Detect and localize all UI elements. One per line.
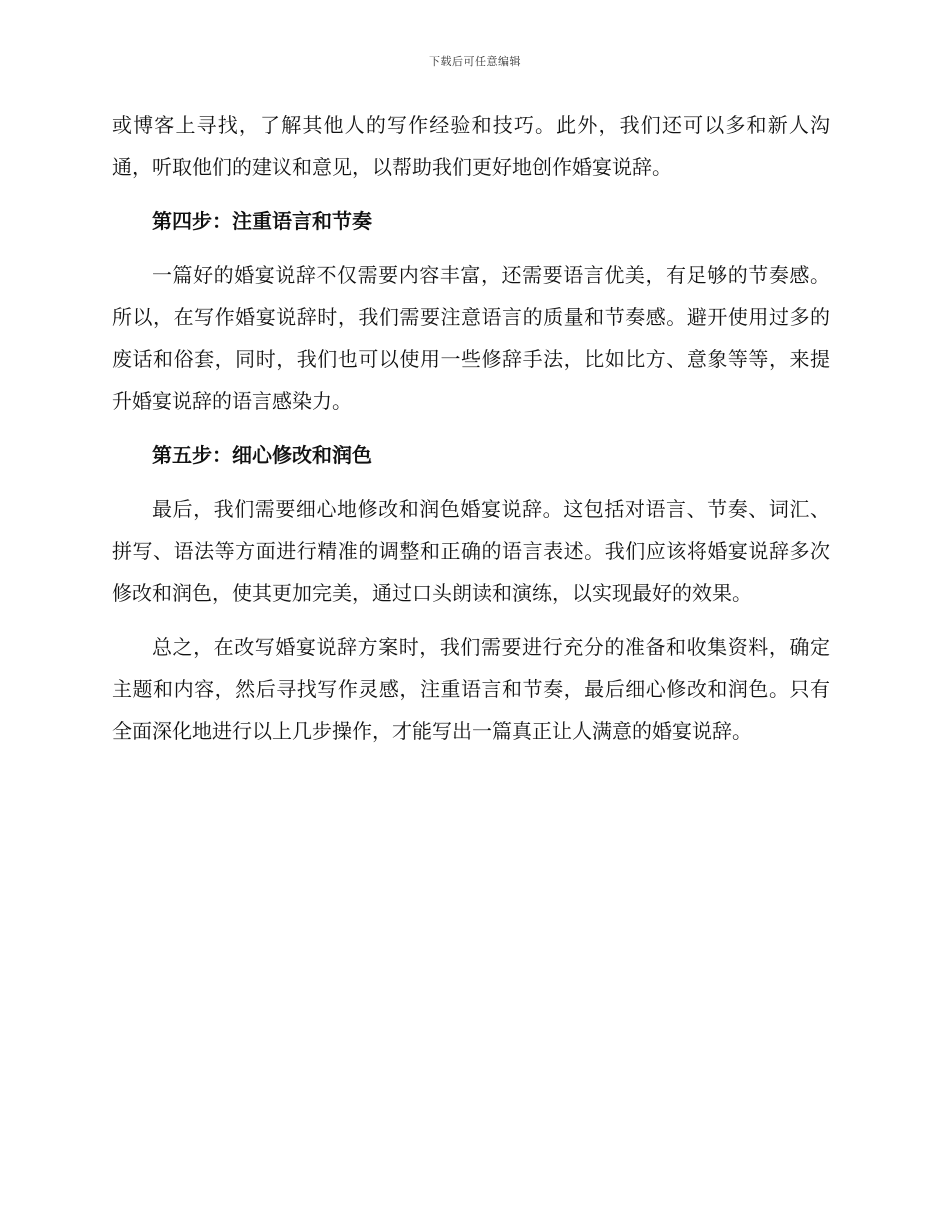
paragraph-continued: 或博客上寻找，了解其他人的写作经验和技巧。此外，我们还可以多和新人沟通，听取他们的建议和意见，以帮助我们更好地创作婚宴说辞。 bbox=[112, 113, 830, 179]
document-body bbox=[112, 104, 830, 764]
paragraph-conclusion: 总之，在改写婚宴说辞方案时，我们需要进行充分的准备和收集资料，确定主题和内容，然后寻找写作灵感，注重语言和节奏，最后细心修改和润色。只有全面深化地进行以上几步操作，才能写出一篇真正让人满意的婚宴说辞。 bbox=[112, 635, 830, 743]
section-heading-step-four: 第四步：注重语言和节奏 bbox=[152, 209, 372, 233]
section-heading-step-five: 第五步：细心修改和润色 bbox=[152, 443, 372, 467]
page-header: 下载后可任意编辑 bbox=[429, 55, 521, 68]
paragraph-revise-polish: 最后，我们需要细心地修改和润色婚宴说辞。这包括对语言、节奏、词汇、拼写、语法等方面进行精准的调整和正确的语言表述。我们应该将婚宴说辞多次修改和润色，使其更加完美，通过口头朗读和演练，以实现最好的效果。 bbox=[112, 497, 830, 605]
paragraph-language-rhythm: 一篇好的婚宴说辞不仅需要内容丰富，还需要语言优美，有足够的节奏感。所以，在写作婚宴说辞时，我们需要注意语言的质量和节奏感。避开使用过多的废话和俗套，同时，我们也可以使用一些修辞手法，比如比方、意象等等，来提升婚宴说辞的语言感染力。 bbox=[112, 263, 830, 413]
